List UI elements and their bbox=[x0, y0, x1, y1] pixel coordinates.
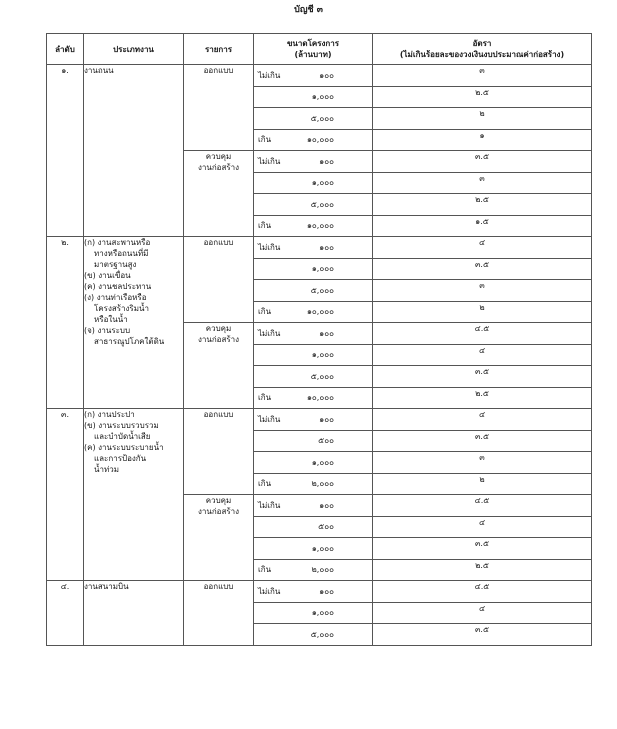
project-size-cell bbox=[254, 65, 373, 87]
category-cell bbox=[184, 151, 254, 237]
rate-cell: ๒.๕ bbox=[373, 387, 592, 409]
rate-cell: ๔ bbox=[373, 344, 592, 366]
rate-cell: ๔ bbox=[373, 602, 592, 624]
size-amount: ๑๐,๐๐๐ bbox=[306, 393, 334, 402]
project-size-cell bbox=[254, 366, 373, 388]
seq-cell: ๒. bbox=[47, 237, 84, 409]
header-rate-line2: (ไม่เกินร้อยละของวงเงินงบประมาณค่าก่อสร้าง) bbox=[399, 50, 565, 59]
project-size-cell bbox=[254, 344, 373, 366]
size-amount: ๕๐๐ bbox=[318, 522, 334, 531]
size-amount: ๕,๐๐๐ bbox=[310, 371, 334, 381]
size-qualifier: เกิน bbox=[258, 135, 272, 144]
rate-cell: ๒ bbox=[373, 108, 592, 130]
project-size-cell bbox=[254, 495, 373, 517]
work-type-line: หรือในน้ำ bbox=[94, 315, 128, 324]
rate-cell: ๔.๕ bbox=[373, 495, 592, 517]
project-size-cell bbox=[254, 581, 373, 603]
rate-cell: ๑.๕ bbox=[373, 215, 592, 237]
rate-cell: ๒ bbox=[373, 473, 592, 495]
table-header-row bbox=[47, 34, 592, 65]
work-type-line: (ข) งานระบบรวบรวม bbox=[84, 421, 159, 430]
size-amount: ๑๐,๐๐๐ bbox=[306, 307, 334, 316]
project-size-cell bbox=[254, 430, 373, 452]
category-cell bbox=[184, 65, 254, 151]
rate-cell: ๔ bbox=[373, 237, 592, 259]
category-cell bbox=[184, 495, 254, 581]
project-size-cell bbox=[254, 280, 373, 302]
size-amount: ๑๐,๐๐๐ bbox=[306, 221, 334, 230]
project-size-cell bbox=[254, 301, 373, 323]
project-size-cell bbox=[254, 172, 373, 194]
work-type-line: (ค) งานระบบระบายน้ำ bbox=[84, 443, 164, 452]
category-line: งานก่อสร้าง bbox=[197, 507, 240, 516]
size-qualifier: ไม่เกิน bbox=[258, 70, 281, 80]
size-amount: ๑๐๐ bbox=[319, 414, 334, 424]
project-size-cell bbox=[254, 452, 373, 474]
project-size-cell bbox=[254, 559, 373, 581]
project-size-cell bbox=[254, 151, 373, 173]
work-type-line: งานสนามบิน bbox=[84, 582, 129, 591]
work-type-cell bbox=[84, 237, 184, 409]
project-size-cell bbox=[254, 516, 373, 538]
rate-cell: ๔.๕ bbox=[373, 581, 592, 603]
project-size-cell bbox=[254, 387, 373, 409]
project-size-cell bbox=[254, 602, 373, 624]
header-size-line1: ขนาดโครงการ bbox=[286, 39, 340, 48]
size-amount: ๑,๐๐๐ bbox=[311, 608, 334, 617]
table-body bbox=[47, 65, 592, 646]
category-line: งานก่อสร้าง bbox=[197, 335, 240, 344]
rate-cell: ๓.๕ bbox=[373, 151, 592, 173]
work-type-line: งานถนน bbox=[84, 66, 114, 75]
project-size-cell bbox=[254, 323, 373, 345]
seq-cell: ๔. bbox=[47, 581, 84, 646]
size-qualifier: ไม่เกิน bbox=[258, 242, 281, 252]
seq-cell: ๑. bbox=[47, 65, 84, 237]
category-cell bbox=[184, 237, 254, 323]
size-amount: ๑๐๐ bbox=[319, 586, 334, 596]
work-type-line: โครงสร้างริมน้ำ bbox=[94, 304, 149, 313]
work-type-cell bbox=[84, 65, 184, 237]
size-amount: ๑,๐๐๐ bbox=[311, 543, 334, 553]
project-size-cell bbox=[254, 108, 373, 130]
header-rate-line1: อัตรา bbox=[472, 39, 492, 48]
table-row bbox=[47, 65, 592, 87]
category-line: ออกแบบ bbox=[203, 66, 234, 75]
project-size-cell bbox=[254, 624, 373, 646]
project-size-cell bbox=[254, 409, 373, 431]
work-type-line: (ง) งานท่าเรือหรือ bbox=[84, 293, 147, 302]
rate-cell: ๓.๕ bbox=[373, 538, 592, 560]
size-amount: ๕,๐๐๐ bbox=[310, 199, 334, 209]
work-type-line: (ก) งานประปา bbox=[84, 410, 135, 419]
size-qualifier: เกิน bbox=[258, 393, 272, 402]
size-qualifier: ไม่เกิน bbox=[258, 414, 281, 424]
rate-cell: ๓ bbox=[373, 172, 592, 194]
size-amount: ๕๐๐ bbox=[318, 436, 334, 445]
work-type-line: ทางหรือถนนที่มี bbox=[94, 249, 149, 258]
category-line: ออกแบบ bbox=[203, 410, 234, 419]
size-qualifier: เกิน bbox=[258, 479, 272, 488]
rate-cell: ๓ bbox=[373, 452, 592, 474]
category-line: ออกแบบ bbox=[203, 582, 234, 591]
work-type-line: (ข) งานเขื่อน bbox=[84, 271, 131, 280]
size-qualifier: เกิน bbox=[258, 565, 272, 574]
header-size-line2: (ล้านบาท) bbox=[294, 50, 332, 59]
work-type-line: (จ) งานระบบ bbox=[84, 326, 131, 335]
work-type-line: มาตรฐานสูง bbox=[94, 260, 137, 269]
size-amount: ๑,๐๐๐ bbox=[311, 92, 334, 101]
size-amount: ๑๐๐ bbox=[319, 156, 334, 166]
size-qualifier: เกิน bbox=[258, 221, 272, 230]
rate-cell: ๒.๕ bbox=[373, 194, 592, 216]
category-line: ควบคุม bbox=[205, 152, 232, 161]
size-qualifier: ไม่เกิน bbox=[258, 328, 281, 338]
project-size-cell bbox=[254, 215, 373, 237]
project-size-cell bbox=[254, 194, 373, 216]
rate-cell: ๑ bbox=[373, 129, 592, 151]
work-type-line: และการป้องกัน bbox=[94, 454, 147, 463]
rate-cell: ๔.๕ bbox=[373, 323, 592, 345]
size-amount: ๕,๐๐๐ bbox=[310, 113, 334, 123]
project-size-cell bbox=[254, 538, 373, 560]
rate-cell: ๒.๕ bbox=[373, 559, 592, 581]
project-size-cell bbox=[254, 86, 373, 108]
size-amount: ๑๐๐ bbox=[319, 500, 334, 510]
size-qualifier: เกิน bbox=[258, 307, 272, 316]
header-category: รายการ bbox=[184, 34, 254, 65]
rate-cell: ๒.๕ bbox=[373, 86, 592, 108]
category-line: ควบคุม bbox=[205, 324, 232, 333]
size-amount: ๒,๐๐๐ bbox=[311, 479, 334, 488]
project-size-cell bbox=[254, 258, 373, 280]
rate-cell: ๓.๕ bbox=[373, 430, 592, 452]
rate-cell: ๓ bbox=[373, 280, 592, 302]
rate-cell: ๓ bbox=[373, 65, 592, 87]
size-qualifier: ไม่เกิน bbox=[258, 500, 281, 510]
work-type-cell bbox=[84, 581, 184, 646]
table-row bbox=[47, 581, 592, 603]
header-rate bbox=[373, 34, 592, 65]
project-size-cell bbox=[254, 473, 373, 495]
size-amount: ๑๐,๐๐๐ bbox=[306, 135, 334, 144]
header-size bbox=[254, 34, 373, 65]
size-amount: ๑,๐๐๐ bbox=[311, 264, 334, 273]
header-type: ประเภทงาน bbox=[84, 34, 184, 65]
work-type-line: (ค) งานชลประทาน bbox=[84, 282, 152, 291]
size-amount: ๒,๐๐๐ bbox=[311, 565, 334, 574]
size-amount: ๑,๐๐๐ bbox=[311, 350, 334, 359]
size-qualifier: ไม่เกิน bbox=[258, 156, 281, 166]
header-seq: ลำดับ bbox=[47, 34, 84, 65]
work-type-cell bbox=[84, 409, 184, 581]
rate-cell: ๓.๕ bbox=[373, 366, 592, 388]
size-amount: ๑๐๐ bbox=[319, 242, 334, 252]
work-type-line: น้ำท่วม bbox=[94, 465, 119, 474]
category-cell bbox=[184, 409, 254, 495]
project-size-cell bbox=[254, 129, 373, 151]
size-amount: ๑๐๐ bbox=[319, 70, 334, 80]
rate-cell: ๓.๕ bbox=[373, 258, 592, 280]
size-amount: ๑๐๐ bbox=[319, 328, 334, 338]
rate-cell: ๔ bbox=[373, 516, 592, 538]
category-line: งานก่อสร้าง bbox=[197, 163, 240, 172]
project-size-cell bbox=[254, 237, 373, 259]
rate-cell: ๓.๕ bbox=[373, 624, 592, 646]
size-amount: ๕,๐๐๐ bbox=[310, 629, 334, 639]
category-line: ควบคุม bbox=[205, 496, 232, 505]
work-type-line: และบำบัดน้ำเสีย bbox=[94, 432, 151, 441]
category-cell bbox=[184, 581, 254, 646]
work-type-line: สาธารณูปโภคใต้ดิน bbox=[94, 337, 165, 346]
work-type-line: (ก) งานสะพานหรือ bbox=[84, 238, 151, 247]
table-row bbox=[47, 237, 592, 259]
size-amount: ๕,๐๐๐ bbox=[310, 285, 334, 295]
category-cell bbox=[184, 323, 254, 409]
size-amount: ๑,๐๐๐ bbox=[311, 457, 334, 467]
size-qualifier: ไม่เกิน bbox=[258, 586, 281, 596]
size-amount: ๑,๐๐๐ bbox=[311, 178, 334, 187]
document-title: บัญชี ๓ bbox=[294, 5, 323, 15]
rate-cell: ๒ bbox=[373, 301, 592, 323]
rate-cell: ๔ bbox=[373, 409, 592, 431]
seq-cell: ๓. bbox=[47, 409, 84, 581]
rate-table bbox=[46, 33, 592, 646]
table-row bbox=[47, 409, 592, 431]
category-line: ออกแบบ bbox=[203, 238, 234, 247]
